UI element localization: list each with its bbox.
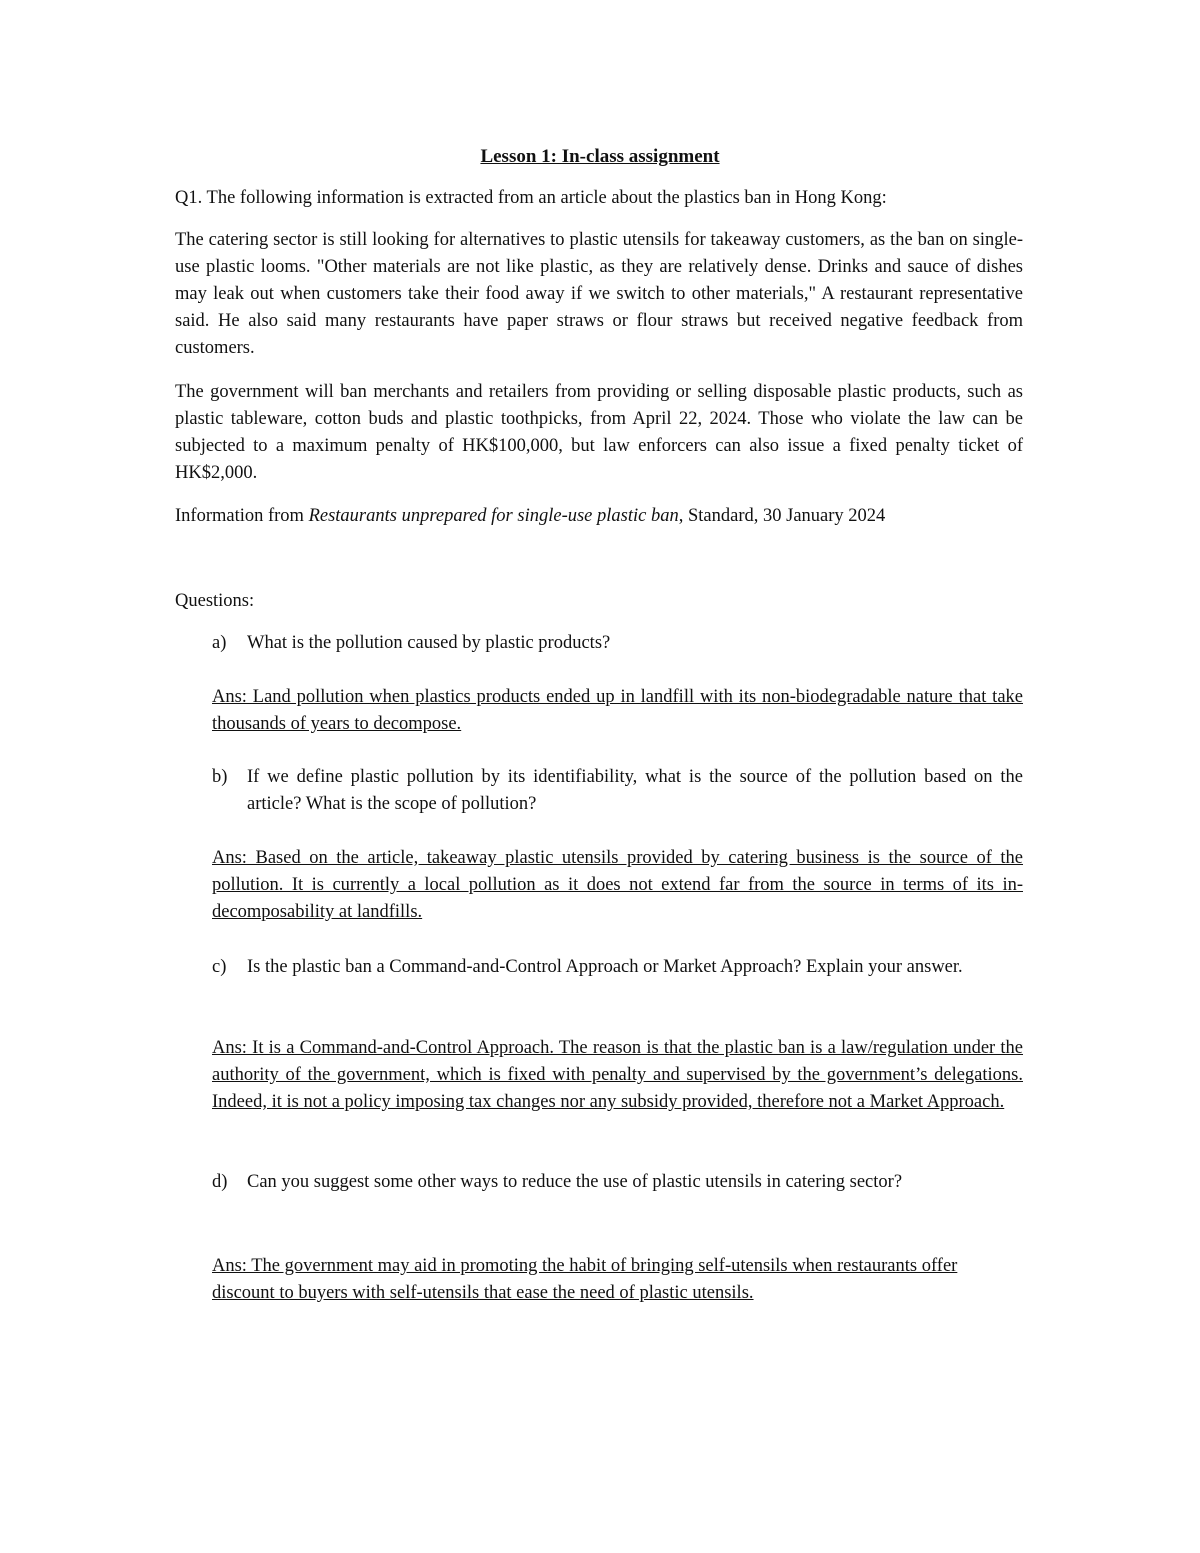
answer-a: Ans: Land pollution when plastics products ended up in landfill with its non-biodegradable nature that take thousands of years to decompose. — [212, 687, 1023, 734]
answer-b: Ans: Based on the article, takeaway plastic utensils provided by catering business is the source of the pollution. It is currently a local pollution as it does not extend far from the source in terms of its in-decomposability at landfills. — [212, 848, 1023, 922]
question-letter: d) — [212, 1172, 228, 1192]
article-paragraph-1: The catering sector is still looking for alternatives to plastic utensils for takeaway customers, as the ban on single-use plastic looms. "Other materials are not like plastic, as they are relatively dense. Drinks and sauce of dishes may leak out when customers take their food away if we switch to other materials," A restaurant representative said. He also said many restaurants have paper straws or flour straws but received negative feedback from customers. — [175, 230, 1023, 358]
question-letter: b) — [212, 767, 228, 787]
article-paragraph-2: The government will ban merchants and retailers from providing or selling disposable plastic products, such as plastic tableware, cotton buds and plastic toothpicks, from April 22, 2024. Those who violate the law can be subjected to a maximum penalty of HK$100,000, but law enforcers can also issue a fixed penalty ticket of HK$2,000. — [175, 382, 1023, 483]
question-text: What is the pollution caused by plastic products? — [247, 633, 611, 653]
source-citation — [175, 503, 1023, 530]
question-text: If we define plastic pollution by its identifiability, what is the source of the pollution based on the article? What is the scope of pollution? — [247, 767, 1023, 814]
q1-intro: Q1. The following information is extracted from an article about the plastics ban in Hong Kong: — [175, 188, 887, 208]
source-prefix: Information from — [175, 506, 309, 526]
answer-d: Ans: The government may aid in promoting the habit of bringing self-utensils when restaurants offer discount to buyers with self-utensils that ease the need of plastic utensils. — [212, 1256, 958, 1303]
question-letter: c) — [212, 957, 227, 977]
question-text: Can you suggest some other ways to reduce the use of plastic utensils in catering sector? — [247, 1172, 903, 1192]
source-suffix: , Standard, 30 January 2024 — [678, 506, 886, 526]
page-title: Lesson 1: In-class assignment — [480, 146, 720, 167]
question-letter: a) — [212, 633, 227, 653]
questions-heading: Questions: — [175, 591, 255, 611]
answer-c: Ans: It is a Command-and-Control Approach. The reason is that the plastic ban is a law/regulation under the authority of the government, which is fixed with penalty and supervised by the government’s delegations. Indeed, it is not a policy imposing tax changes nor any subsidy provided, therefore not a Market Approach. — [212, 1038, 1023, 1112]
source-article-title: Restaurants unprepared for single-use plastic ban — [308, 506, 679, 526]
question-text: Is the plastic ban a Command-and-Control Approach or Market Approach? Explain your answer. — [247, 957, 963, 977]
